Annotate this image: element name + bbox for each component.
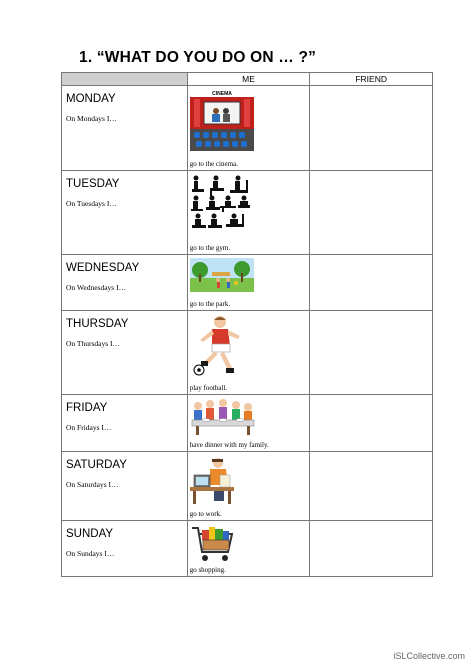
day-cell (62, 521, 188, 577)
column-friend-header: FRIEND (310, 73, 433, 86)
cinema-sign: CINEMA (211, 91, 232, 97)
day-cell (62, 395, 188, 452)
column-me-header: ME (187, 73, 310, 86)
activity-caption: go to the park. (189, 300, 231, 308)
friend-answer-cell[interactable] (310, 86, 433, 171)
sentence-prompt: On Fridays I… (66, 423, 112, 432)
day-name: MONDAY (66, 93, 116, 105)
park-picture (190, 258, 254, 292)
work-picture (190, 455, 238, 505)
header-row (62, 73, 433, 86)
me-answer-cell[interactable] (187, 395, 310, 452)
activity-caption: play football. (189, 384, 228, 392)
day-cell (62, 255, 188, 311)
me-answer-cell[interactable] (187, 171, 310, 255)
page-title: 1. “WHAT DO YOU DO ON … ?” (79, 49, 317, 66)
me-answer-cell[interactable] (187, 452, 310, 521)
day-name: SUNDAY (66, 528, 114, 540)
table-row (62, 452, 433, 521)
friend-answer-cell[interactable] (310, 452, 433, 521)
activity-caption: go to the cinema. (189, 160, 238, 168)
friend-answer-cell[interactable] (310, 395, 433, 452)
activity-caption: go to work. (189, 510, 222, 518)
friend-answer-cell[interactable] (310, 255, 433, 311)
activity-caption: go shopping. (189, 566, 226, 574)
sentence-prompt: On Tuesdays I… (66, 199, 117, 208)
header-blank-cell (62, 73, 188, 86)
cinema-picture (190, 89, 254, 151)
table-row (62, 311, 433, 395)
me-answer-cell[interactable] (187, 311, 310, 395)
day-cell (62, 86, 188, 171)
day-cell (62, 452, 188, 521)
day-name: FRIDAY (66, 402, 108, 414)
shopping-picture (190, 524, 236, 564)
day-cell (62, 171, 188, 255)
activity-caption: go to the gym. (189, 244, 231, 252)
gym-picture (190, 174, 252, 230)
table-row (62, 395, 433, 452)
footer-watermark: iSLCollective.com (393, 651, 465, 661)
family-dinner-picture (190, 398, 256, 436)
table-row (62, 255, 433, 311)
me-answer-cell[interactable] (187, 521, 310, 577)
sentence-prompt: On Mondays I… (66, 114, 117, 123)
table-row (62, 86, 433, 171)
me-answer-cell[interactable] (187, 86, 310, 171)
day-name: SATURDAY (66, 459, 127, 471)
football-picture (190, 314, 248, 376)
days-table (61, 72, 433, 577)
friend-answer-cell[interactable] (310, 521, 433, 577)
sentence-prompt: On Sundays I… (66, 549, 115, 558)
sentence-prompt: On Thursdays I… (66, 339, 121, 348)
day-name: WEDNESDAY (66, 262, 140, 274)
day-name: THURSDAY (66, 318, 129, 330)
me-answer-cell[interactable] (187, 255, 310, 311)
table-row (62, 171, 433, 255)
friend-answer-cell[interactable] (310, 171, 433, 255)
day-cell (62, 311, 188, 395)
day-name: TUESDAY (66, 178, 120, 190)
table-row (62, 521, 433, 577)
activity-caption: have dinner with my family. (189, 441, 269, 449)
sentence-prompt: On Saturdays I… (66, 480, 119, 489)
sentence-prompt: On Wednesdays I… (66, 283, 127, 292)
friend-answer-cell[interactable] (310, 311, 433, 395)
